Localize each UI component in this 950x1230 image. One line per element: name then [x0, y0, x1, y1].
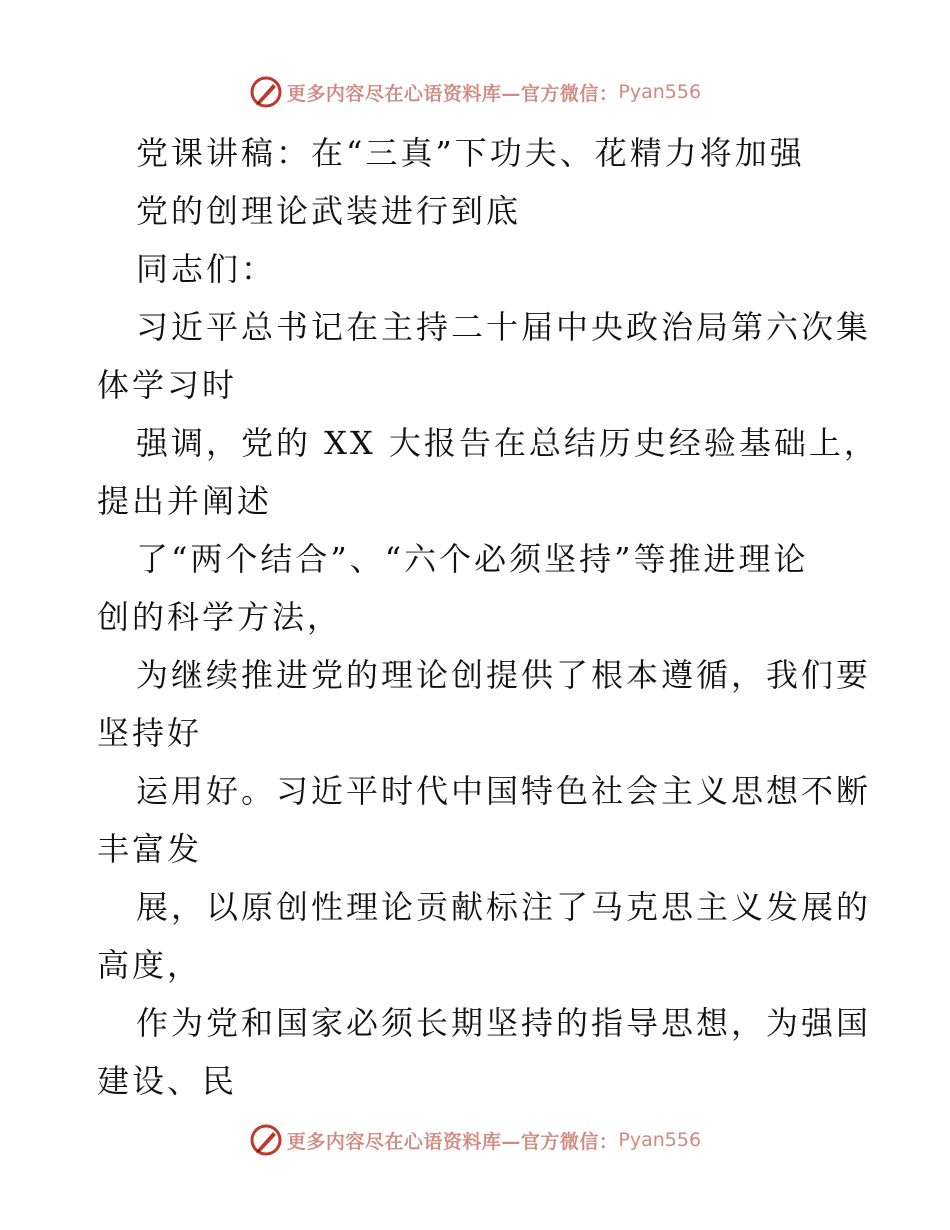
watermark-footer-id: Pyan556 [618, 1129, 702, 1151]
watermark-header-text: 更多内容尽在心语资料库—官方微信： [286, 82, 619, 105]
text-line: 体学习时 [97, 366, 238, 404]
text-line: 作为党和国家必须长期坚持的指导思想，为强国 [136, 1004, 872, 1042]
watermark-header-id: Pyan556 [618, 81, 702, 103]
document-body [97, 124, 879, 1110]
text-line: 党的创理论武装进行到底 [136, 192, 522, 230]
text-line: 创的科学方法， [97, 598, 343, 636]
text-line: 展，以原创性理论贡献标注了马克思主义发展的 [136, 888, 872, 926]
text-line: 了“两个结合”、“六个必须坚持”等推进理论 [136, 540, 809, 578]
text-line: 丰富发 [97, 830, 203, 868]
text-line: 提出并阐述 [97, 482, 273, 520]
pen-logo-icon [249, 75, 283, 109]
watermark-header [0, 72, 950, 112]
watermark-footer-text: 更多内容尽在心语资料库—官方微信： [286, 1130, 619, 1153]
watermark-footer [0, 1120, 950, 1160]
watermark-footer-inner [249, 1123, 701, 1157]
text-line: 建设、民 [97, 1062, 238, 1100]
watermark-header-inner [249, 75, 701, 109]
text-line: 同志们： [136, 250, 277, 288]
text-line: 运用好。习近平时代中国特色社会主义思想不断 [136, 772, 872, 810]
text-line: 为继续推进党的理论创提供了根本遵循，我们要 [136, 656, 872, 694]
text-line: 强调，党的 XX 大报告在总结历史经验基础上， [136, 424, 879, 462]
text-line: 高度， [97, 946, 203, 984]
text-line: 习近平总书记在主持二十届中央政治局第六次集 [136, 308, 872, 346]
pen-logo-icon [249, 1123, 283, 1157]
text-line: 坚持好 [97, 714, 203, 752]
text-line: 党课讲稿：在“三真”下功夫、花精力将加强 [136, 134, 805, 172]
